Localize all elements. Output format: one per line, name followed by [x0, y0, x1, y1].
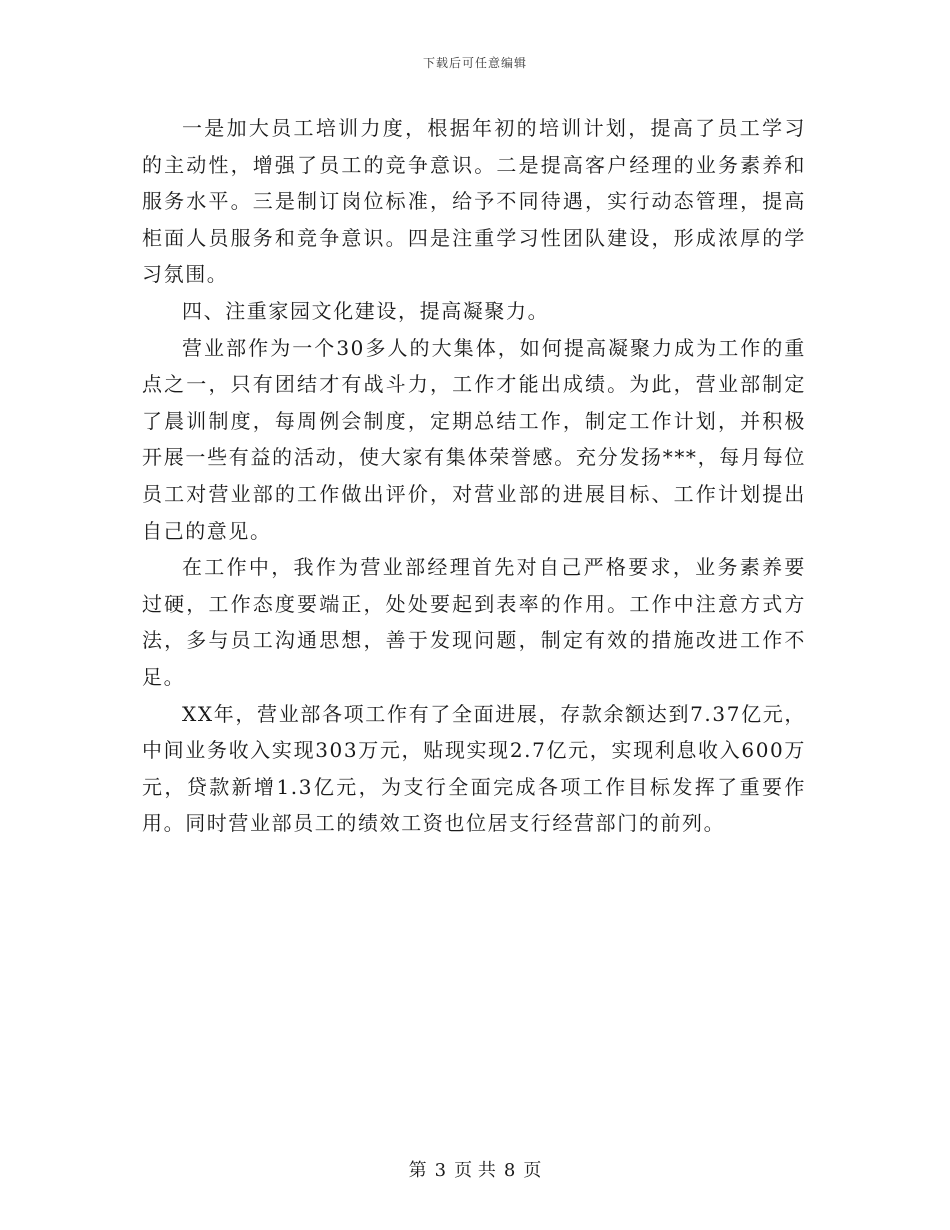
page-number-footer	[0, 1156, 950, 1182]
paragraph-manager-role: 在工作中，我作为营业部经理首先对自己严格要求，业务素养要过硬，工作态度要端正，处处要起到表率的作用。工作中注意方式方法，多与员工沟通思想，善于发现问题，制定有效的措施改进工作不足。	[142, 555, 806, 689]
footer-suffix: 页	[523, 1160, 542, 1181]
paragraph-cohesion: 营业部作为一个30多人的大集体，如何提高凝聚力成为工作的重点之一，只有团结才有战斗力，工作才能出成绩。为此，营业部制定了晨训制度，每周例会制度，定期总结工作，制定工作计划，并积极开展一些有益的活动，使大家有集体荣誉感。充分发扬***，每月每位员工对营业部的工作做出评价，对营业部的进展目标、工作计划提出自己的意见。	[142, 335, 806, 543]
paragraph-training: 一是加大员工培训力度，根据年初的培训计划，提高了员工学习的主动性，增强了员工的竞争意识。二是提高客户经理的业务素养和服务水平。三是制订岗位标准，给予不同待遇，实行动态管理，提高柜面人员服务和竞争意识。四是注重学习性团队建设，形成浓厚的学习氛围。	[142, 116, 806, 287]
footer-middle: 页 共	[454, 1160, 496, 1181]
footer-total-pages: 8	[503, 1160, 516, 1181]
section-heading-culture: 四、注重家园文化建设，提高凝聚力。	[182, 298, 550, 323]
footer-current-page: 3	[434, 1160, 447, 1181]
header-note: 下载后可任意编辑	[422, 56, 527, 70]
paragraph-results: XX年，营业部各项工作有了全面进展，存款余额达到7.37亿元，中间业务收入实现303万元，贴现实现2.7亿元，实现利息收入600万元，贷款新增1.3亿元，为支行全面完成各项工作目标发挥了重要作用。同时营业部员工的绩效工资也位居支行经营部门的前列。	[142, 701, 806, 836]
footer-prefix: 第	[408, 1160, 427, 1181]
document-body	[142, 110, 806, 842]
